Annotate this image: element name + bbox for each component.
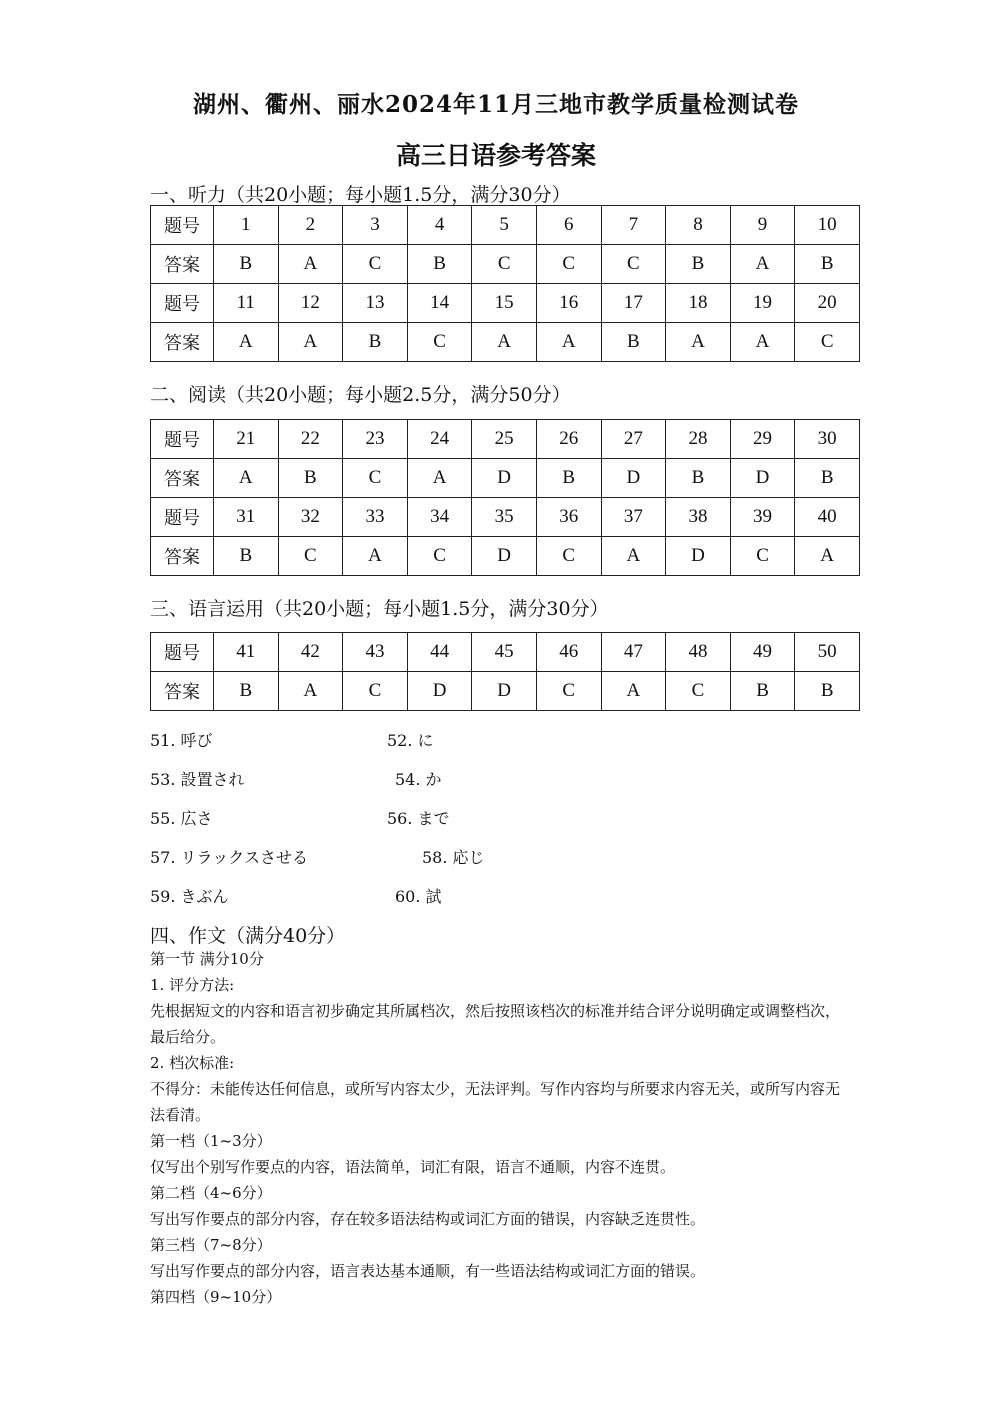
table-cell: C (278, 537, 343, 576)
table-cell: A (472, 323, 537, 362)
table-cell: A (278, 323, 343, 362)
table-cell: D (472, 672, 537, 711)
table-cell: D (472, 459, 537, 498)
table-cell: 32 (278, 498, 343, 537)
table-cell: A (407, 459, 472, 498)
row-label: 答案 (151, 245, 214, 284)
fill-answer: 52. に (387, 731, 434, 750)
table-cell: D (730, 459, 795, 498)
table-cell: 19 (730, 284, 795, 323)
table-cell: C (343, 459, 408, 498)
table-cell: 14 (407, 284, 472, 323)
writing-line: 仅写出个别写作要点的内容，语法简单，词汇有限，语言不通顺，内容不连贯。 (150, 1158, 676, 1176)
fill-answer: 57. リラックスさせる (150, 848, 309, 867)
table-cell: A (214, 459, 279, 498)
table-cell: 46 (536, 633, 601, 672)
table-cell: 8 (666, 206, 731, 245)
table-cell: A (343, 537, 408, 576)
table-cell: C (795, 323, 860, 362)
row-label: 题号 (151, 498, 214, 537)
table-cell: A (601, 537, 666, 576)
writing-line: 1. 评分方法: (150, 976, 235, 994)
table-row (151, 633, 860, 672)
table-row (151, 537, 860, 576)
table-cell: C (343, 672, 408, 711)
table-cell: 5 (472, 206, 537, 245)
table-cell: 2 (278, 206, 343, 245)
table-cell: C (536, 245, 601, 284)
writing-line: 2. 档次标准: (150, 1054, 235, 1072)
row-label: 题号 (151, 206, 214, 245)
fill-answer: 58. 応じ (422, 848, 485, 867)
table-cell: C (730, 537, 795, 576)
table-cell: B (214, 537, 279, 576)
table-cell: D (407, 672, 472, 711)
table-cell: 27 (601, 420, 666, 459)
table-cell: 24 (407, 420, 472, 459)
table-cell: 50 (795, 633, 860, 672)
table-cell: 15 (472, 284, 537, 323)
table-cell: C (601, 245, 666, 284)
table-row (151, 498, 860, 537)
table-cell: 43 (343, 633, 408, 672)
table-row (151, 284, 860, 323)
document-title: 湖州、衢州、丽水2024年11月三地市教学质量检测试卷 (192, 91, 800, 118)
language-heading: 三、语言运用（共20小题；每小题1.5分，满分30分） (150, 598, 609, 620)
table-cell: B (214, 672, 279, 711)
table-cell: 13 (343, 284, 408, 323)
listening-answer-table (150, 205, 860, 362)
table-cell: 7 (601, 206, 666, 245)
table-cell: A (278, 245, 343, 284)
table-cell: 45 (472, 633, 537, 672)
table-cell: 48 (666, 633, 731, 672)
table-cell: 12 (278, 284, 343, 323)
table-cell: 47 (601, 633, 666, 672)
table-cell: 33 (343, 498, 408, 537)
table-cell: B (666, 459, 731, 498)
table-cell: 22 (278, 420, 343, 459)
table-cell: A (278, 672, 343, 711)
writing-line: 写出写作要点的部分内容，语言表达基本通顺，有一些语法结构或词汇方面的错误。 (150, 1262, 706, 1280)
table-cell: B (601, 323, 666, 362)
table-cell: 38 (666, 498, 731, 537)
row-label: 答案 (151, 537, 214, 576)
table-row (151, 420, 860, 459)
row-label: 答案 (151, 459, 214, 498)
writing-line: 写出写作要点的部分内容，存在较多语法结构或词汇方面的错误，内容缺乏连贯性。 (150, 1210, 706, 1228)
table-cell: 10 (795, 206, 860, 245)
table-row (151, 323, 860, 362)
document-subtitle: 高三日语参考答案 (395, 141, 596, 170)
table-cell: D (601, 459, 666, 498)
table-cell: 37 (601, 498, 666, 537)
table-cell: 21 (214, 420, 279, 459)
table-cell: 1 (214, 206, 279, 245)
table-cell: D (472, 537, 537, 576)
fill-answer: 54. か (395, 770, 442, 789)
table-cell: 42 (278, 633, 343, 672)
table-cell: 30 (795, 420, 860, 459)
row-label: 题号 (151, 633, 214, 672)
table-cell: 31 (214, 498, 279, 537)
table-cell: B (666, 245, 731, 284)
table-row (151, 672, 860, 711)
fill-answer: 55. 広さ (150, 809, 213, 828)
table-cell: 4 (407, 206, 472, 245)
table-cell: A (666, 323, 731, 362)
table-cell: 36 (536, 498, 601, 537)
table-cell: 17 (601, 284, 666, 323)
table-cell: 28 (666, 420, 731, 459)
table-cell: A (730, 323, 795, 362)
table-cell: 35 (472, 498, 537, 537)
writing-paragraph: 先根据短文的内容和语言初步确定其所属档次，然后按照该档次的标准并结合评分说明确定或调整档次，最后给分。 (150, 1002, 841, 1046)
table-row (151, 459, 860, 498)
listening-heading: 一、听力（共20小题；每小题1.5分，满分30分） (150, 184, 571, 206)
table-cell: C (407, 537, 472, 576)
table-cell: B (795, 245, 860, 284)
table-cell: 44 (407, 633, 472, 672)
table-cell: B (795, 672, 860, 711)
table-cell: A (730, 245, 795, 284)
reading-answer-table (150, 419, 860, 576)
writing-line: 第二档（4~6分） (150, 1184, 272, 1202)
table-cell: 16 (536, 284, 601, 323)
language-answer-table (150, 632, 860, 711)
table-cell: B (407, 245, 472, 284)
table-cell: C (407, 323, 472, 362)
table-cell: B (536, 459, 601, 498)
fill-answer: 53. 設置され (150, 770, 245, 789)
table-cell: 11 (214, 284, 279, 323)
row-label: 答案 (151, 672, 214, 711)
table-cell: 39 (730, 498, 795, 537)
table-cell: 41 (214, 633, 279, 672)
table-cell: C (666, 672, 731, 711)
table-cell: D (666, 537, 731, 576)
table-cell: B (214, 245, 279, 284)
table-cell: 3 (343, 206, 408, 245)
table-cell: 40 (795, 498, 860, 537)
table-cell: 34 (407, 498, 472, 537)
table-cell: 9 (730, 206, 795, 245)
table-cell: B (343, 323, 408, 362)
table-cell: 6 (536, 206, 601, 245)
writing-line: 第一节 满分10分 (150, 950, 264, 968)
fill-answer: 59. きぶん (150, 887, 229, 906)
row-label: 题号 (151, 420, 214, 459)
writing-line: 第四档（9~10分） (150, 1288, 282, 1306)
table-cell: 29 (730, 420, 795, 459)
row-label: 题号 (151, 284, 214, 323)
table-row (151, 206, 860, 245)
table-cell: B (730, 672, 795, 711)
table-cell: 20 (795, 284, 860, 323)
table-cell: B (278, 459, 343, 498)
writing-line: 第三档（7~8分） (150, 1236, 272, 1254)
table-cell: A (795, 537, 860, 576)
fill-answer: 60. 試 (395, 887, 442, 906)
table-cell: A (214, 323, 279, 362)
row-label: 答案 (151, 323, 214, 362)
writing-heading: 四、作文（满分40分） (150, 925, 346, 947)
fill-answer: 51. 呼び (150, 731, 213, 750)
table-cell: 25 (472, 420, 537, 459)
table-cell: 49 (730, 633, 795, 672)
table-cell: C (536, 537, 601, 576)
table-cell: 26 (536, 420, 601, 459)
table-cell: C (343, 245, 408, 284)
table-cell: C (472, 245, 537, 284)
table-cell: A (536, 323, 601, 362)
reading-heading: 二、阅读（共20小题；每小题2.5分，满分50分） (150, 384, 571, 406)
fill-answer: 56. まで (387, 809, 450, 828)
table-cell: B (795, 459, 860, 498)
writing-line: 第一档（1~3分） (150, 1132, 272, 1150)
table-cell: A (601, 672, 666, 711)
table-cell: 23 (343, 420, 408, 459)
table-cell: 18 (666, 284, 731, 323)
table-row (151, 245, 860, 284)
table-cell: C (536, 672, 601, 711)
writing-paragraph: 不得分：未能传达任何信息，或所写内容太少，无法评判。写作内容均与所要求内容无关，或所写内容无法看清。 (150, 1080, 841, 1124)
